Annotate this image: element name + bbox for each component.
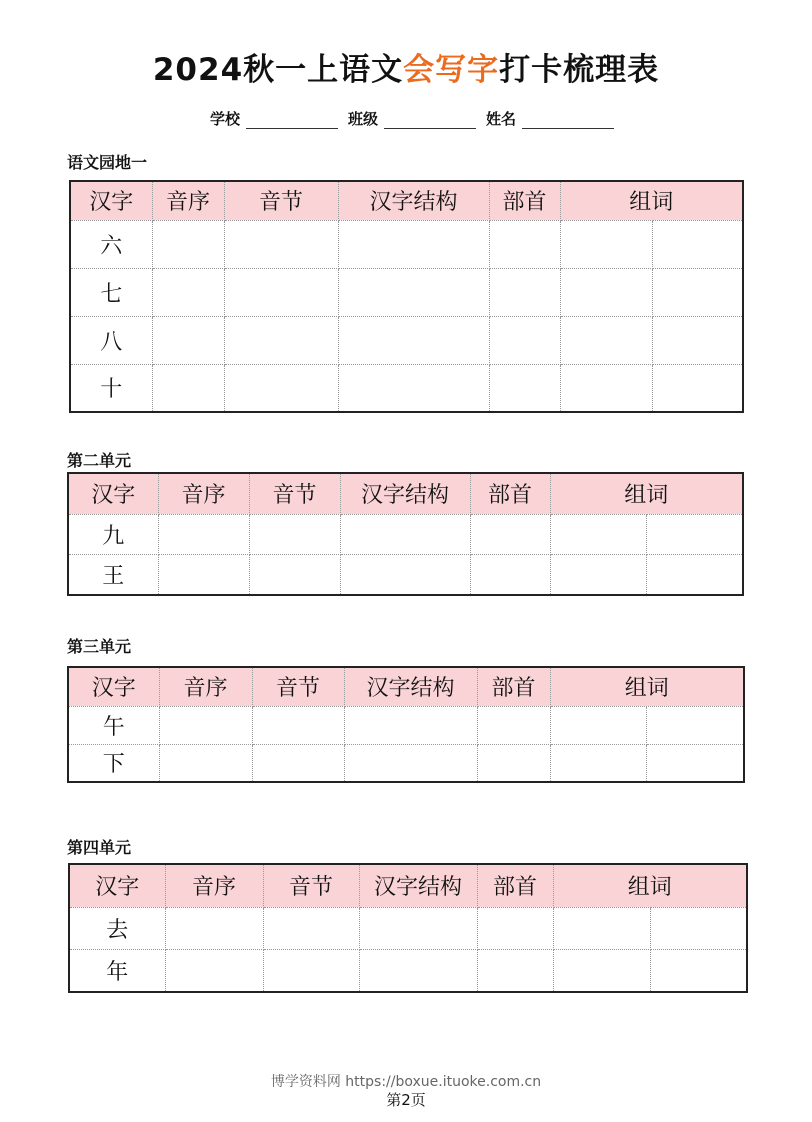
column-header: 汉字: [68, 473, 158, 514]
answer-cell[interactable]: [152, 316, 224, 364]
answer-cell[interactable]: [650, 907, 747, 950]
char-cell: 十: [70, 364, 152, 412]
answer-cell[interactable]: [224, 268, 338, 316]
answer-cell[interactable]: [249, 514, 340, 555]
answer-cell[interactable]: [158, 514, 249, 555]
column-header: 部首: [477, 667, 550, 706]
answer-cell[interactable]: [489, 220, 560, 268]
student-info: [210, 108, 618, 129]
column-header: 汉字结构: [344, 667, 477, 706]
answer-cell[interactable]: [263, 907, 359, 950]
name-field[interactable]: [522, 112, 614, 129]
answer-cell[interactable]: [553, 950, 650, 993]
table-row: [70, 364, 743, 412]
column-header: 汉字结构: [338, 181, 489, 220]
section-label: 语文园地一: [67, 153, 148, 172]
answer-cell[interactable]: [338, 316, 489, 364]
answer-cell[interactable]: [477, 907, 553, 950]
answer-cell[interactable]: [252, 706, 344, 744]
table-row: [70, 220, 743, 268]
answer-cell[interactable]: [646, 706, 744, 744]
header-row: [68, 667, 744, 706]
column-header: 音序: [165, 864, 263, 907]
section-table: [69, 180, 744, 413]
column-header: 部首: [477, 864, 553, 907]
table-row: [70, 316, 743, 364]
answer-cell[interactable]: [646, 744, 744, 782]
answer-cell[interactable]: [550, 744, 646, 782]
answer-cell[interactable]: [550, 555, 646, 596]
answer-cell[interactable]: [344, 706, 477, 744]
section-table: [67, 472, 744, 596]
answer-cell[interactable]: [489, 316, 560, 364]
column-header: 组词: [553, 864, 747, 907]
table-row: [69, 907, 747, 950]
page-title: [0, 44, 812, 89]
answer-cell[interactable]: [165, 950, 263, 993]
table-row: [68, 706, 744, 744]
answer-cell[interactable]: [344, 744, 477, 782]
answer-cell[interactable]: [224, 316, 338, 364]
answer-cell[interactable]: [652, 268, 743, 316]
answer-cell[interactable]: [489, 364, 560, 412]
char-cell: 九: [68, 514, 158, 555]
answer-cell[interactable]: [560, 220, 652, 268]
answer-cell[interactable]: [646, 514, 743, 555]
answer-cell[interactable]: [560, 364, 652, 412]
answer-cell[interactable]: [224, 220, 338, 268]
answer-cell[interactable]: [550, 706, 646, 744]
answer-cell[interactable]: [359, 907, 477, 950]
header-row: [68, 473, 743, 514]
answer-cell[interactable]: [646, 555, 743, 596]
table-row: [69, 950, 747, 993]
answer-cell[interactable]: [652, 364, 743, 412]
answer-cell[interactable]: [158, 555, 249, 596]
column-header: 组词: [550, 667, 744, 706]
answer-cell[interactable]: [477, 950, 553, 993]
column-header: 汉字结构: [359, 864, 477, 907]
column-header: 汉字: [69, 864, 165, 907]
title-prefix: 2024秋一上语文: [152, 52, 404, 88]
answer-cell[interactable]: [152, 364, 224, 412]
column-header: 音序: [158, 473, 249, 514]
page-number: 第2页: [386, 1091, 426, 1109]
answer-cell[interactable]: [477, 706, 550, 744]
footer-source: 博学资料网 https://boxue.ituoke.com.cn: [270, 1074, 542, 1090]
school-field[interactable]: [246, 112, 338, 129]
answer-cell[interactable]: [340, 514, 470, 555]
section-label: 第三单元: [67, 637, 132, 656]
answer-cell[interactable]: [560, 316, 652, 364]
answer-cell[interactable]: [553, 907, 650, 950]
header-row: [70, 181, 743, 220]
char-cell: 去: [69, 907, 165, 950]
char-cell: 六: [70, 220, 152, 268]
answer-cell[interactable]: [550, 514, 646, 555]
class-label: 班级: [348, 110, 379, 128]
column-header: 音序: [152, 181, 224, 220]
column-header: 汉字: [70, 181, 152, 220]
char-cell: 王: [68, 555, 158, 596]
answer-cell[interactable]: [159, 706, 252, 744]
column-header: 组词: [560, 181, 743, 220]
section-table: [67, 666, 745, 783]
answer-cell[interactable]: [340, 555, 470, 596]
answer-cell[interactable]: [252, 744, 344, 782]
section-label: 第二单元: [67, 451, 132, 470]
column-header: 音节: [224, 181, 338, 220]
section-label: 第四单元: [67, 838, 132, 857]
column-header: 组词: [550, 473, 743, 514]
school-label: 学校: [210, 110, 241, 128]
table-row: [70, 268, 743, 316]
char-cell: 七: [70, 268, 152, 316]
answer-cell[interactable]: [338, 364, 489, 412]
char-cell: 年: [69, 950, 165, 993]
answer-cell[interactable]: [338, 268, 489, 316]
answer-cell[interactable]: [470, 514, 550, 555]
answer-cell[interactable]: [359, 950, 477, 993]
column-header: 部首: [489, 181, 560, 220]
column-header: 音序: [159, 667, 252, 706]
header-row: [69, 864, 747, 907]
table-row: [68, 514, 743, 555]
answer-cell[interactable]: [560, 268, 652, 316]
column-header: 汉字: [68, 667, 159, 706]
char-cell: 午: [68, 706, 159, 744]
column-header: 部首: [470, 473, 550, 514]
answer-cell[interactable]: [152, 220, 224, 268]
answer-cell[interactable]: [263, 950, 359, 993]
title-suffix: 打卡梳理表: [499, 52, 660, 88]
char-cell: 八: [70, 316, 152, 364]
table-row: [68, 744, 744, 782]
title-highlight: 会写字: [403, 52, 500, 88]
answer-cell[interactable]: [224, 364, 338, 412]
answer-cell[interactable]: [652, 220, 743, 268]
column-header: 汉字结构: [340, 473, 470, 514]
answer-cell[interactable]: [249, 555, 340, 596]
answer-cell[interactable]: [152, 268, 224, 316]
column-header: 音节: [252, 667, 344, 706]
column-header: 音节: [263, 864, 359, 907]
class-field[interactable]: [384, 112, 476, 129]
char-cell: 下: [68, 744, 159, 782]
answer-cell[interactable]: [650, 950, 747, 993]
answer-cell[interactable]: [652, 316, 743, 364]
answer-cell[interactable]: [489, 268, 560, 316]
column-header: 音节: [249, 473, 340, 514]
answer-cell[interactable]: [470, 555, 550, 596]
answer-cell[interactable]: [159, 744, 252, 782]
answer-cell[interactable]: [338, 220, 489, 268]
answer-cell[interactable]: [477, 744, 550, 782]
section-table: [68, 863, 748, 993]
table-row: [68, 555, 743, 596]
name-label: 姓名: [486, 110, 517, 128]
answer-cell[interactable]: [165, 907, 263, 950]
